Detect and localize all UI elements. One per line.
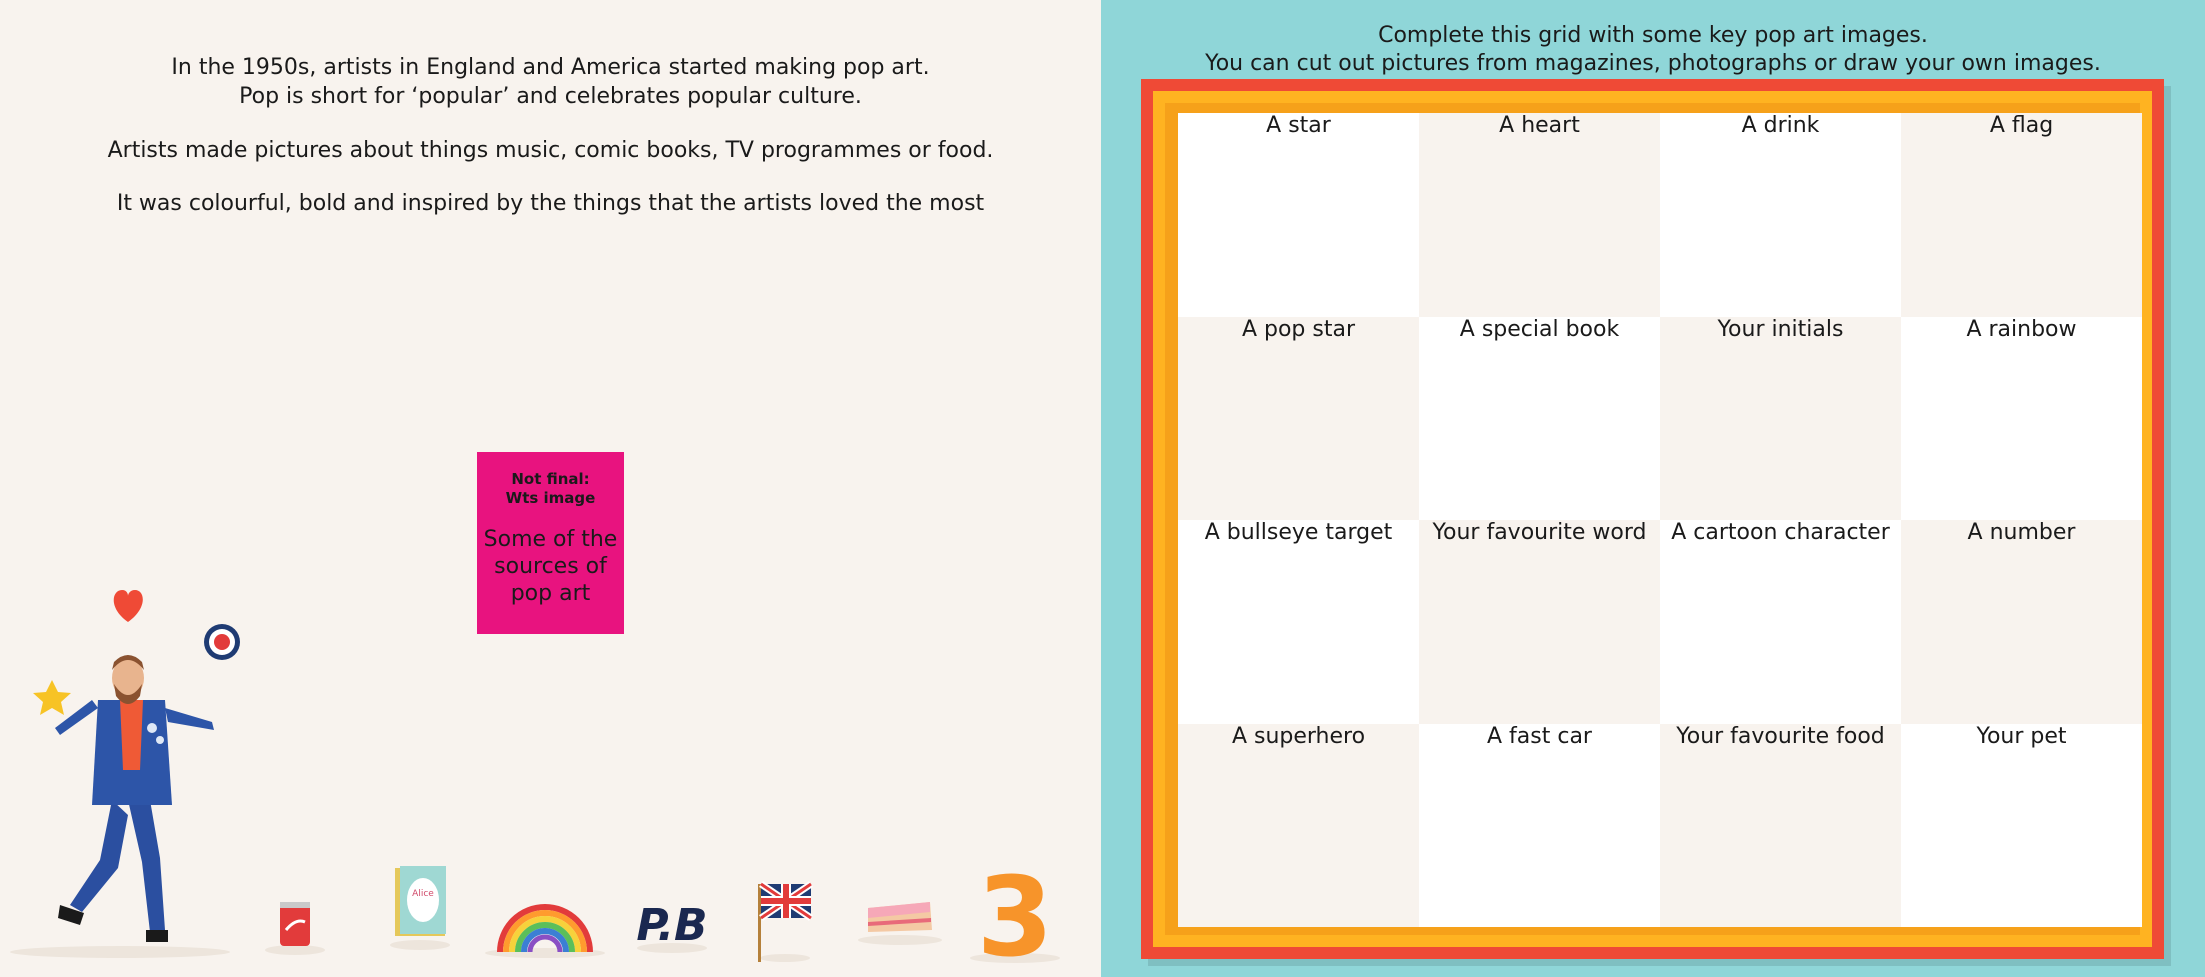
grid-cell-label: A heart xyxy=(1499,113,1580,138)
grid-cell-label: A fast car xyxy=(1487,723,1592,749)
number-icon: 3 xyxy=(976,853,1054,977)
person-icon xyxy=(55,655,214,942)
placeholder-note-line: Not final: xyxy=(511,470,590,488)
grid-cell[interactable] xyxy=(1419,520,1660,724)
grid-cell-label: Your initials xyxy=(1717,316,1844,342)
placeholder-caption-line: sources of xyxy=(494,554,607,579)
target-icon xyxy=(204,624,240,660)
flag-icon xyxy=(758,884,811,962)
intro-line: In the 1950s, artists in England and America started making pop art. xyxy=(171,55,930,80)
grid-cell[interactable] xyxy=(1178,317,1419,521)
intro-line: Artists made pictures about things music, comic books, TV programmes or food. xyxy=(107,138,994,163)
grid-cell[interactable] xyxy=(1901,724,2142,928)
intro-line: Pop is short for ‘popular’ and celebrates popular culture. xyxy=(239,84,862,109)
grid-cell-label: A special book xyxy=(1459,316,1620,342)
grid-cell[interactable] xyxy=(1901,113,2142,317)
grid-cell-label: A star xyxy=(1266,113,1331,138)
placeholder-caption-line: Some of the xyxy=(483,527,618,552)
grid-cell[interactable] xyxy=(1178,520,1419,724)
illustrations-layer xyxy=(0,0,1101,977)
grid-cell-label: Your favourite food xyxy=(1676,723,1885,749)
grid-cell[interactable] xyxy=(1419,724,1660,928)
instructions-line: Complete this grid with some key pop art images. xyxy=(1378,23,1928,48)
cake-icon xyxy=(868,902,932,932)
grid-cell[interactable] xyxy=(1660,113,1901,317)
grid-cell-label: A cartoon character xyxy=(1671,520,1890,545)
grid-cell-label: A number xyxy=(1967,520,2076,545)
initials-icon: P.B xyxy=(636,900,708,951)
intro-line: It was colourful, bold and inspired by the things that the artists loved the most xyxy=(116,191,985,216)
heart-icon xyxy=(114,590,143,622)
grid-cell-label: A superhero xyxy=(1231,723,1366,749)
grid-cell[interactable] xyxy=(1660,520,1901,724)
grid-cell[interactable] xyxy=(1660,317,1901,521)
grid-cell-label: A drink xyxy=(1741,113,1820,138)
soda-can-icon xyxy=(280,902,310,946)
grid-cell[interactable] xyxy=(1419,317,1660,521)
placeholder-caption-line: pop art xyxy=(510,581,591,606)
grid-cell-label: A pop star xyxy=(1241,316,1356,342)
grid-cell-label: A flag xyxy=(1989,113,2054,138)
book-icon xyxy=(395,866,446,936)
rainbow-icon xyxy=(500,907,590,952)
book-title: Alice xyxy=(412,889,434,899)
grid-cell[interactable] xyxy=(1901,520,2142,724)
instructions xyxy=(1101,22,2205,78)
grid-cell-label: Your favourite word xyxy=(1432,520,1647,545)
grid-cell[interactable] xyxy=(1178,113,1419,317)
activity-grid xyxy=(1178,113,2142,927)
grid-cell-label: A rainbow xyxy=(1966,316,2077,342)
placeholder-note-line: Wts image xyxy=(505,489,596,507)
instructions-line: You can cut out pictures from magazines, photographs or draw your own images. xyxy=(1205,51,2101,76)
grid-cell[interactable] xyxy=(1660,724,1901,928)
grid-cell[interactable] xyxy=(1901,317,2142,521)
star-icon xyxy=(33,680,71,715)
grid-cell-label: A bullseye target xyxy=(1204,520,1393,545)
grid-cell[interactable] xyxy=(1178,724,1419,928)
grid-cell-label: Your pet xyxy=(1976,723,2067,749)
grid-cell[interactable] xyxy=(1419,113,1660,317)
